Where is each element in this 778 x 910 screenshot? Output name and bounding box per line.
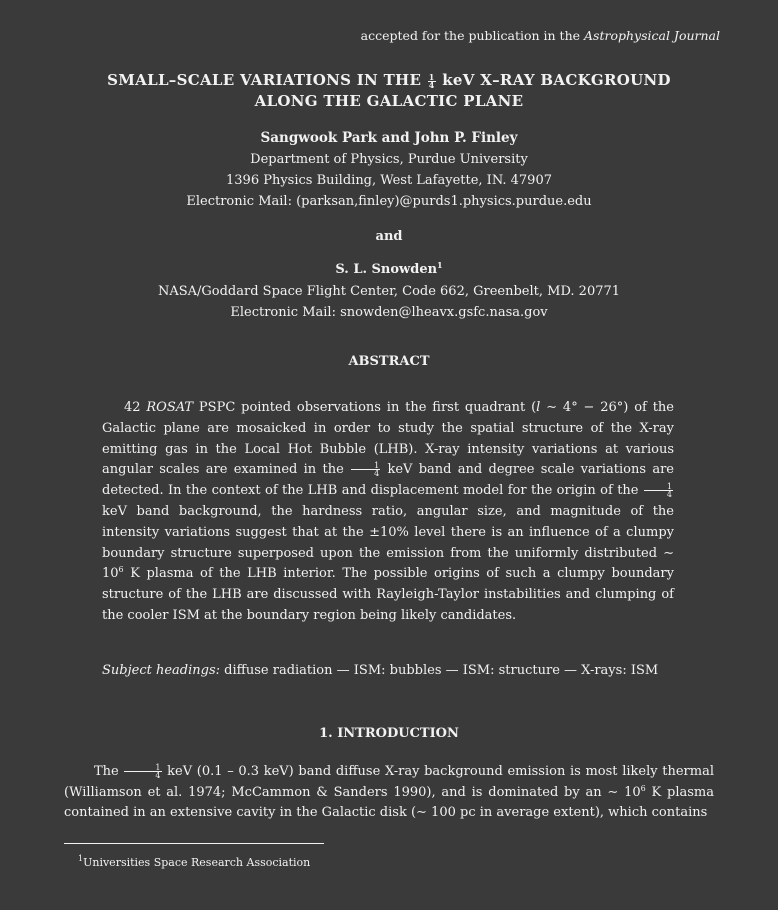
- publication-note: [330, 28, 720, 43]
- title-line-1: [0, 70, 778, 91]
- fraction-numerator: 1: [644, 483, 673, 491]
- intro-fraction: [124, 764, 161, 779]
- footnote-mark: 1: [78, 854, 84, 863]
- title-text-pre: SMALL–SCALE VARIATIONS IN THE: [107, 71, 427, 89]
- fraction-denominator: 4: [374, 469, 380, 479]
- abstract-text-4: keV band and degree scale variations are detected. In the context of the LHB and displacement model for the origin of the: [102, 462, 674, 499]
- fraction-numerator: 1: [351, 462, 380, 470]
- title-line-2: ALONG THE GALACTIC PLANE: [254, 92, 524, 110]
- intro-text-2: keV (0.1 – 0.3 keV) band diffuse X-ray background emission is most likely thermal (Williamson et al. 1974; McCammon & Sanders 1990), and is dominated by an ∼ 10: [64, 764, 714, 800]
- fraction-denominator: 4: [428, 79, 435, 90]
- intro-body: [64, 762, 714, 824]
- intro-text-1: The: [94, 764, 124, 779]
- second-author-name: S. L. Snowden: [335, 262, 438, 277]
- abstract-text-3: ∼ 4° − 26°) of the Galactic plane are mosaicked in order to study the spatial structure of the X-ray emitting gas in the Local Hot Bubble (LHB). X-ray intensity variations at various angular scales are examined in the: [102, 400, 674, 478]
- abstract-text-1: 42: [124, 400, 147, 415]
- abstract-heading: ABSTRACT: [348, 354, 430, 369]
- paper-title: [0, 70, 778, 112]
- fraction-numerator: 1: [428, 71, 435, 82]
- rosat-name: ROSAT: [146, 400, 194, 415]
- intro-text-3: K plasma contained in an extensive cavity in the Galactic disk (∼ 100 pc in average extent), which contains: [64, 784, 714, 820]
- and-text: and: [375, 229, 403, 244]
- exponent: 6: [118, 565, 124, 575]
- intro-heading: 1. INTRODUCTION: [319, 726, 459, 741]
- subject-headings: [102, 663, 658, 678]
- abstract-body: [102, 398, 674, 627]
- subject-headings-label: Subject headings:: [102, 663, 221, 678]
- author-department: Department of Physics, Purdue University: [250, 152, 528, 167]
- footnote-text: Universities Space Research Association: [83, 856, 311, 869]
- abstract-paragraph: [102, 398, 674, 627]
- journal-name: Astrophysical Journal: [584, 28, 720, 43]
- abstract-text-2: PSPC pointed observations in the first quadrant (: [193, 400, 537, 415]
- abstract-fraction-2: [644, 483, 673, 498]
- title-text-post: keV X–RAY BACKGROUND: [436, 71, 671, 89]
- second-author-org: NASA/Goddard Space Flight Center, Code 662, Greenbelt, MD. 20771: [157, 284, 621, 299]
- footnote-marker: 1: [437, 260, 443, 270]
- footnote: [78, 856, 310, 869]
- second-author: [0, 262, 778, 277]
- author-email: Electronic Mail: (parksan,finley)@purds1.physics.purdue.edu: [186, 194, 592, 209]
- abstract-text-5: keV band background, the hardness ratio, angular size, and magnitude of the intensity variations suggest that at the ±10% level there is an influence of a clumpy boundary structure superposed upon the emission from the uniformly distributed ∼ 10: [102, 503, 674, 582]
- longitude-symbol: l: [536, 400, 541, 415]
- abstract-fraction-1: [351, 462, 380, 477]
- fraction-denominator: 4: [666, 490, 672, 500]
- fraction-numerator: 1: [124, 764, 161, 772]
- subject-headings-text: diffuse radiation — ISM: bubbles — ISM: structure — X-rays: ISM: [220, 663, 659, 678]
- fraction-denominator: 4: [155, 771, 161, 780]
- second-author-email: Electronic Mail: snowden@lheavx.gsfc.nasa.gov: [230, 305, 548, 320]
- note-prefix: accepted for the publication in the: [360, 28, 585, 43]
- abstract-text-6: K plasma of the LHB interior. The possible origins of such a clumpy boundary structure of the LHB are discussed with Rayleigh-Taylor instabilities and clumping of the cooler ISM at the boundary region being likely candidates.: [102, 566, 674, 623]
- title-fraction: [428, 71, 436, 90]
- author-address: 1396 Physics Building, West Lafayette, IN. 47907: [226, 173, 552, 188]
- intro-paragraph: [64, 762, 714, 824]
- exponent: 6: [640, 783, 646, 793]
- footnote-rule: [64, 843, 324, 844]
- author-names: Sangwook Park and John P. Finley: [260, 130, 518, 146]
